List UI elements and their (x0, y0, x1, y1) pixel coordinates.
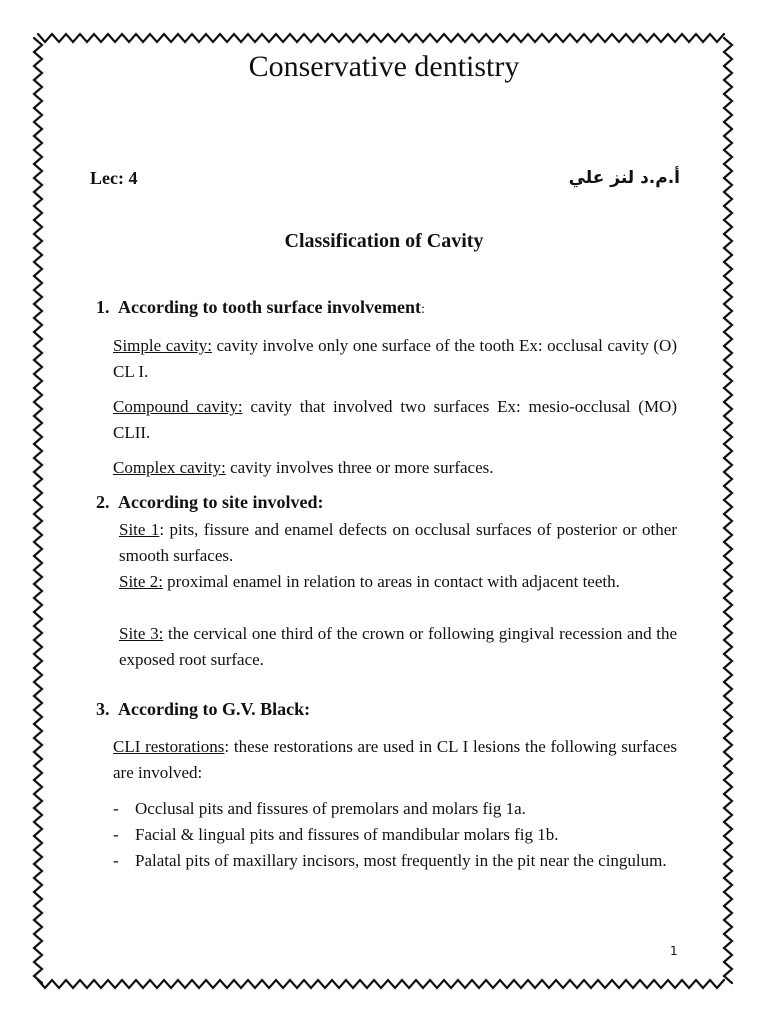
list-item-text: Facial & lingual pits and fissures of mandibular molars fig 1b. (135, 825, 559, 844)
paragraph-cli-restorations (113, 734, 677, 786)
heading-text: According to site involved: (118, 492, 324, 512)
term-compound-cavity: Compound cavity: (113, 397, 243, 416)
definition-text: proximal enamel in relation to areas in contact with adjacent teeth. (162, 572, 620, 591)
bullet-marker: - (113, 851, 119, 870)
term-site-2: Site 2: (119, 572, 163, 591)
section-subtitle: Classification of Cavity (284, 230, 484, 252)
heading-number: 2. (96, 492, 110, 512)
definition-text: : these restorations are used in CL I lesions the following surfaces are involved: (113, 737, 677, 782)
term-simple-cavity: Simple cavity: (113, 336, 212, 355)
heading-number: 1. (96, 297, 110, 317)
definition-text: cavity involves three or more surfaces. (225, 458, 494, 477)
paragraph-site-2 (119, 569, 677, 595)
term-cli-restorations: CLI restorations (113, 737, 225, 756)
list-item (113, 848, 677, 874)
definition-text: cavity that involved two surfaces Ex: mesio-occlusal (MO) CLII. (113, 397, 677, 442)
heading-text: According to tooth surface involvement (118, 297, 421, 317)
page-title: Conservative dentistry (248, 50, 520, 83)
list-item (113, 796, 677, 822)
term-complex-cavity: Complex cavity: (113, 458, 226, 477)
heading-site-involved (96, 492, 323, 513)
author-name: أ.م.د لنز علي (568, 168, 680, 188)
definition-text: cavity involve only one surface of the tooth Ex: occlusal cavity (O) CL I. (113, 336, 677, 381)
page-number: 1 (670, 944, 678, 958)
paragraph-site-3 (119, 621, 677, 673)
list-item (113, 822, 677, 848)
lecture-number: Lec: 4 (90, 168, 138, 188)
heading-number: 3. (96, 699, 110, 719)
heading-text: According to G.V. Black: (118, 699, 311, 719)
heading-colon: : (420, 302, 425, 317)
term-site-1: Site 1 (119, 520, 160, 539)
definition-text: the cervical one third of the crown or following gingival recession and the exposed root surface. (119, 624, 677, 669)
heading-tooth-surface (96, 297, 425, 318)
list-item-text: Palatal pits of maxillary incisors, most frequently in the pit near the cingulum. (135, 851, 667, 870)
paragraph-site-1 (119, 517, 677, 569)
definition-text: : pits, fissure and enamel defects on occlusal surfaces of posterior or other smooth surfaces. (119, 520, 677, 565)
paragraph-compound-cavity (113, 394, 677, 446)
heading-gv-black (96, 699, 310, 720)
bullet-marker: - (113, 799, 119, 818)
list-item-text: Occlusal pits and fissures of premolars and molars fig 1a. (135, 799, 526, 818)
paragraph-complex-cavity (113, 455, 677, 481)
paragraph-simple-cavity (113, 333, 677, 385)
term-site-3: Site 3: (119, 624, 164, 643)
bullet-marker: - (113, 825, 119, 844)
